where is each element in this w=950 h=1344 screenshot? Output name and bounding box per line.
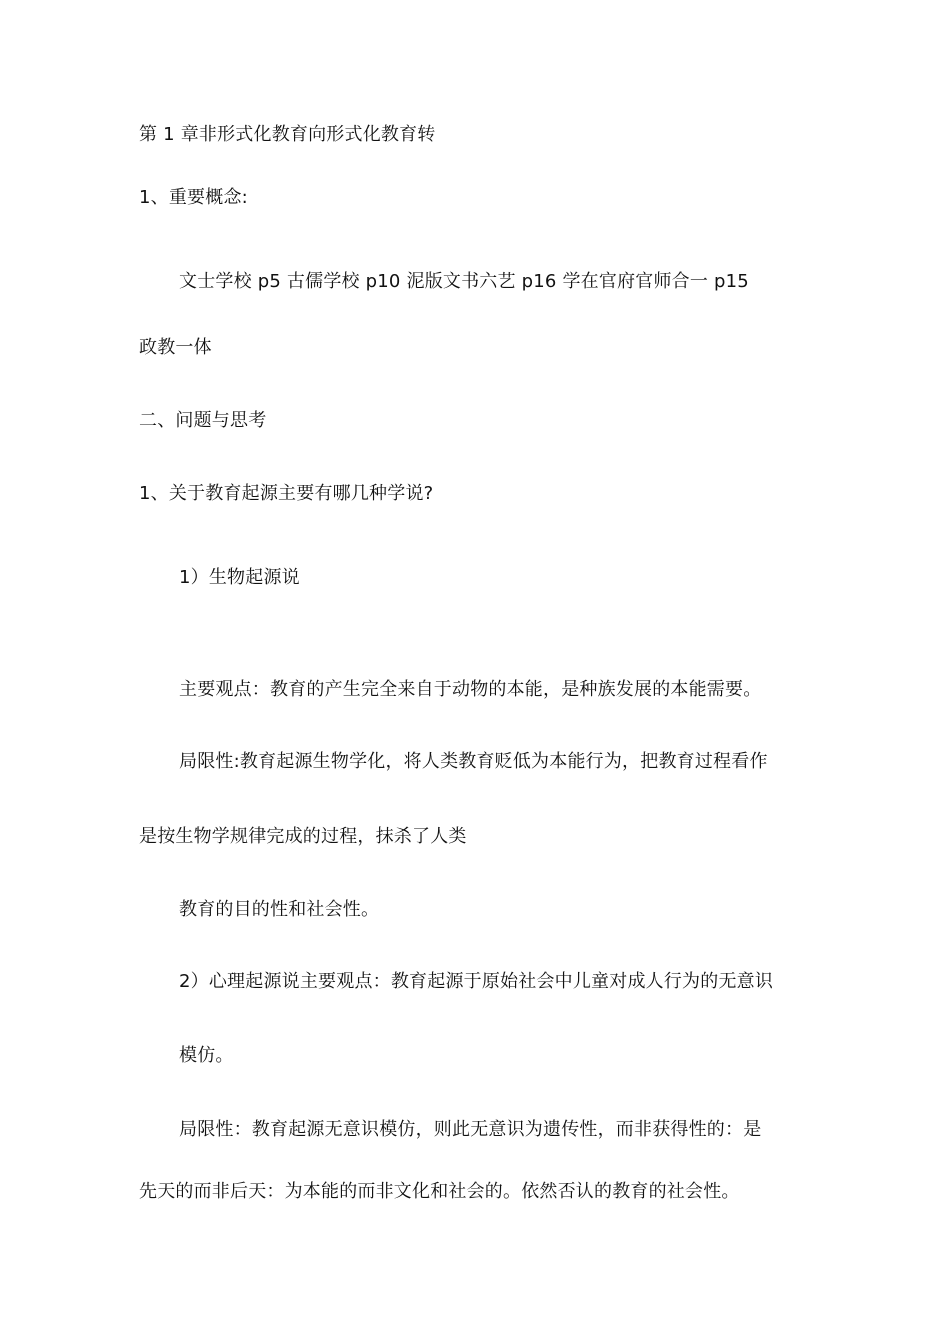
paragraph-line: 局限性:教育起源生物学化，将人类教育贬低为本能行为，把教育过程看作 [179,751,768,772]
paragraph-line: 是按生物学规律完成的过程，抹杀了人类 [139,826,467,847]
paragraph-line: 教育的目的性和社会性。 [179,899,380,920]
paragraph-line: 局限性：教育起源无意识模仿，则此无意识为遗传性，而非获得性的：是 [179,1119,762,1140]
section-heading-questions: 二、问题与思考 [139,410,267,431]
subheading-biological: 1）生物起源说 [179,567,300,588]
paragraph-line: 模仿。 [179,1045,234,1066]
question-heading: 1、关于教育起源主要有哪几种学说? [139,483,434,504]
paragraph-line: 先天的而非后天：为本能的而非文化和社会的。依然否认的教育的社会性。 [139,1181,740,1202]
paragraph-line: 主要观点：教育的产生完全来自于动物的本能，是种族发展的本能需要。 [179,679,762,700]
subheading-psychological: 2）心理起源说主要观点：教育起源于原始社会中儿童对成人行为的无意识 [179,971,774,992]
section-heading-concepts: 1、重要概念: [139,187,248,208]
concept-list-line: 文士学校 p5 古儒学校 p10 泥版文书六艺 p16 学在官府官师合一 p15 [179,271,749,292]
chapter-title: 第 1 章非形式化教育向形式化教育转 [139,124,436,145]
concept-list-line: 政教一体 [139,337,212,358]
